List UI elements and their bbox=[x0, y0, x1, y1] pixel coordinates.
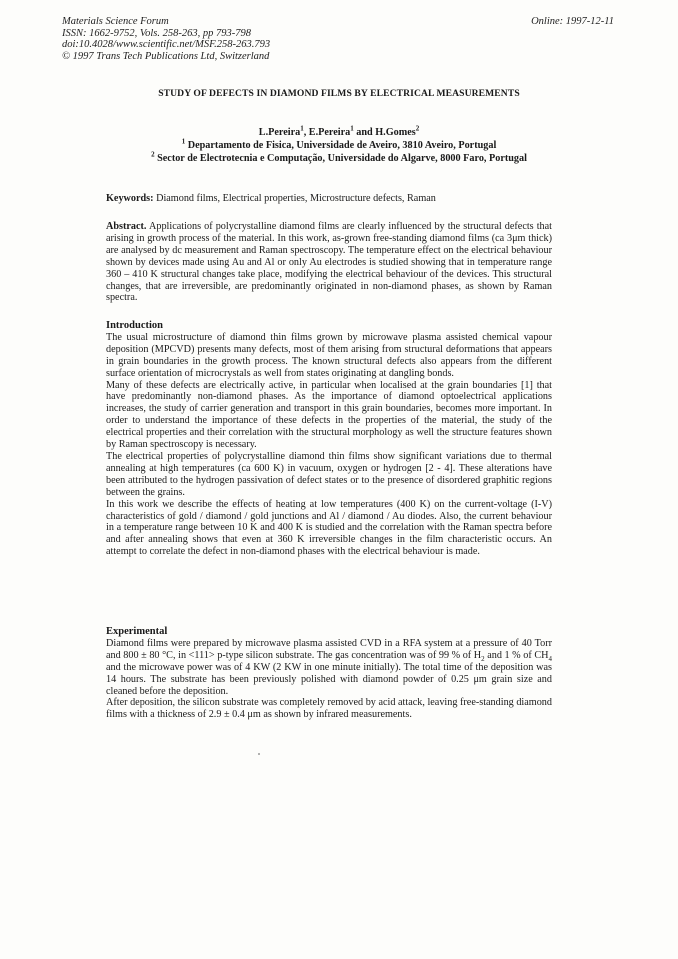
affiliation-1-mark: 1 bbox=[181, 137, 186, 146]
introduction-section bbox=[106, 320, 552, 558]
author-2: E.Pereira bbox=[308, 127, 351, 138]
author-sep-2: and bbox=[353, 127, 376, 138]
author-3-affil: 2 bbox=[415, 124, 420, 133]
keywords-text: Diamond films, Electrical properties, Microstructure defects, Raman bbox=[156, 193, 436, 204]
abstract bbox=[106, 221, 552, 304]
h2-subscript: 2 bbox=[481, 654, 485, 663]
copyright-line: © 1997 Trans Tech Publications Ltd, Switzerland bbox=[62, 50, 270, 62]
author-sep-1: , bbox=[303, 127, 309, 138]
affiliation-1-text: Departamento de Fisica, Universidade de Aveiro, 3810 Aveiro, Portugal bbox=[187, 140, 497, 151]
introduction-paragraph: The electrical properties of polycrystalline diamond thin films show significant variations due to thermal annealing at high temperatures (ca 600 K) in vacuum, oxygen or hydrogen [2 - 4]. These alterations have been attributed to the hydrogen passivation of defect states or to the presence of disordered graphitic regions between the grains. bbox=[106, 450, 552, 498]
introduction-heading: Introduction bbox=[106, 320, 163, 331]
scan-speck bbox=[258, 753, 260, 755]
experimental-section bbox=[106, 626, 552, 721]
online-date: Online: 1997-12-11 bbox=[531, 16, 614, 27]
exp-text-b: and 1 % of CH bbox=[484, 649, 549, 661]
author-2-affil: 1 bbox=[350, 124, 354, 133]
exp-text-c: and the microwave power was of 4 KW (2 KW in one minute initially). The total time of the deposition was 14 hours. The substrate has been previously polished with diamond powder of 0.25 μm grain size and cleaned before the deposition. bbox=[106, 661, 552, 697]
ch4-subscript: 4 bbox=[548, 654, 552, 663]
experimental-paragraph bbox=[106, 638, 552, 698]
affiliation-1 bbox=[0, 139, 678, 152]
paper-title: STUDY OF DEFECTS IN DIAMOND FILMS BY ELECTRICAL MEASUREMENTS bbox=[158, 88, 520, 99]
citation-header bbox=[62, 16, 270, 62]
author-1: L.Pereira bbox=[258, 127, 301, 138]
experimental-heading: Experimental bbox=[106, 626, 168, 637]
affiliation-2 bbox=[0, 152, 678, 165]
affiliation-2-text: Sector de Electrotecnia e Computação, Universidade do Algarve, 8000 Faro, Portugal bbox=[157, 153, 527, 164]
author-1-affil: 1 bbox=[300, 124, 304, 133]
abstract-text: Applications of polycrystalline diamond films are clearly influenced by the structural defects that arising in growth process of the material. In this work, as-grown free-standing diamond films (ca 3μm thick) are analysed by dc measurement and Raman spectroscopy. The temperature effect on the electrical behaviour shown by devices made using Au and Al or only Au electrodes is studied showing that in temperature range 360 – 410 K structural changes take place, modifying the electrical behaviour of the devices. This structural changes, that are irreversible, are predominantly originated in non-diamond phases, as shown by Raman spectra. bbox=[106, 221, 553, 304]
issn-line: ISSN: 1662-9752, Vols. 258-263, pp 793-798 bbox=[62, 27, 251, 39]
author-3: H.Gomes bbox=[375, 127, 416, 138]
keywords bbox=[106, 193, 552, 205]
affiliation-2-mark: 2 bbox=[151, 150, 155, 159]
experimental-paragraph: After deposition, the silicon substrate was completely removed by acid attack, leaving free-standing diamond films with a thickness of 2.9 ± 0.4 μm as shown by infrared measurements. bbox=[106, 697, 552, 721]
introduction-paragraph: Many of these defects are electrically active, in particular when localised at the grain boundaries [1] that have predominantly non-diamond phases. As the importance of diamond optoelectrical applications increases, the study of carrier generation and transport in this grain boundaries, becomes more important. In order to understand the importance of these defects in the properties of the material, the study of the electrical properties and their correlation with the structural morphology as well the structure features shown by Raman spectroscopy is necessary. bbox=[106, 379, 552, 451]
exp-text-a: Diamond films were prepared by microwave plasma assisted CVD in a RFA system at a pressure of 40 Torr and 800 ± 80 °C, in <111> p-type silicon substrate. The gas concentration was of 99 % of H bbox=[106, 637, 552, 661]
author-block bbox=[0, 126, 678, 165]
journal-name: Materials Science Forum bbox=[62, 16, 169, 27]
author-names bbox=[0, 126, 678, 139]
keywords-label: Keywords: bbox=[106, 193, 154, 204]
introduction-paragraph: In this work we describe the effects of heating at low temperatures (400 K) on the current-voltage (I-V) characteristics of gold / diamond / gold junctions and Al / diamond / Au diodes. Also, the current behaviour in a temperature range between 10 K and 400 K is studied and the correlation with the Raman spectra before and after annealing shows that even at 360 K irreversible changes in the film characteristic occurs. An attempt to correlate the defect in non-diamond phases with the electrical behaviour is made. bbox=[106, 498, 552, 558]
introduction-paragraph: The usual microstructure of diamond thin films grown by microwave plasma assisted chemical vapour deposition (MPCVD) presents many defects, most of them arising from structural deformations that appears in grain boundaries in the growth process. The known structural defects also appears from the different surface orientation of microcrystals as well from states originating at dangling bonds. bbox=[106, 331, 552, 379]
abstract-label: Abstract. bbox=[106, 221, 147, 232]
doi-line: doi:10.4028/www.scientific.net/MSF.258-263.793 bbox=[62, 39, 271, 50]
